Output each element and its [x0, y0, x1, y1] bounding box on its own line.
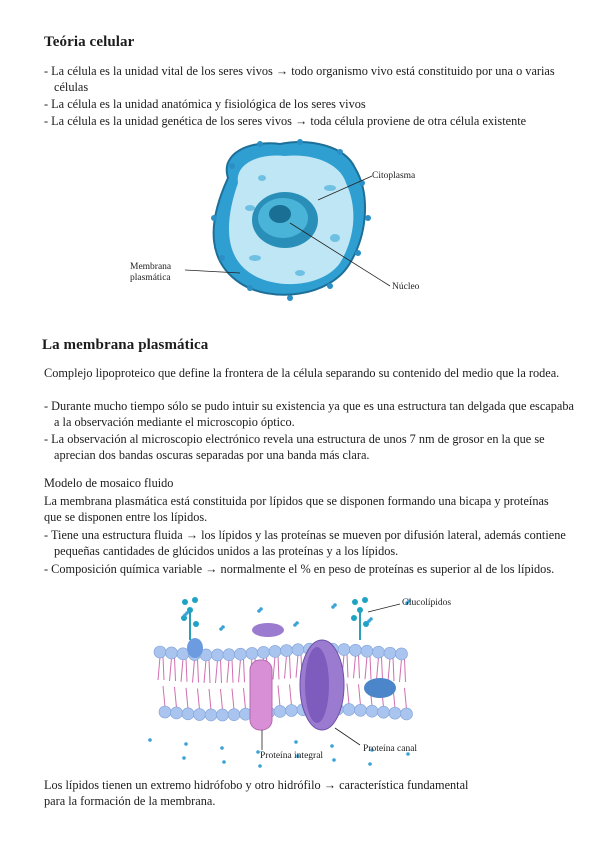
closing-paragraph: Los lípidos tienen un extremo hidrófobo y otro hidrófilo → característica fundamental para la formación de la membrana. [44, 778, 469, 808]
section-title-plasma-membrane: La membrana plasmática [42, 337, 209, 353]
nucleus [252, 192, 318, 248]
section-title-cell-theory: Teória celular [44, 34, 135, 50]
subheading-fluid-mosaic: Modelo de mosaico fluido [44, 476, 174, 490]
bullet-item: - La observación al microscopio electrónico revela una estructura de unos 7 nm de grosor en la que se aprecian dos bandas oscuras separadas por una banda más clara. [44, 432, 545, 462]
label-nucleus: Núcleo [392, 282, 420, 292]
label-membrane: Membrana plasmática [130, 262, 172, 283]
label-integral-protein: Proteína integral [260, 751, 324, 761]
bullet-item: - La célula es la unidad genética de los seres vivos → toda célula proviene de otra célula existente [44, 114, 527, 128]
integral-protein [250, 660, 272, 730]
intro-paragraph: Complejo lipoproteico que define la frontera de la célula separando su contenido del medio que la rodea. [44, 366, 560, 380]
fluid-mosaic-illustration [0, 590, 600, 775]
label-glycolipids: Glucolípidos [402, 598, 452, 608]
model-paragraph: La membrana plasmática está constituida por lípidos que se disponen formando una bicapa y proteínas que se disponen entre los lípidos. [44, 494, 549, 524]
label-cytoplasm: Citoplasma [372, 171, 416, 181]
bullet-item: - La célula es la unidad anatómica y fisiológica de los seres vivos [44, 97, 366, 111]
bullet-item: - La célula es la unidad vital de los seres vivos → todo organismo vivo está constituido por una o varias células [44, 64, 555, 94]
cell-illustration [0, 138, 600, 308]
bullet-item: - Durante mucho tiempo sólo se pudo intuir su existencia ya que es una estructura tan delgada que escapaba a la observación mediante el microscopio óptico. [44, 399, 574, 429]
label-channel-protein: Proteína canal [363, 744, 418, 754]
bullet-item: - Composición química variable → normalmente el % en peso de proteínas es superior al de los lípidos. [44, 562, 555, 576]
bullet-item: - Tiene una estructura fluida → los lípidos y las proteínas se mueven por difusión lateral, además contiene pequeñas cantidades de glúcidos unidos a las proteínas y a los lípidos. [44, 528, 566, 558]
